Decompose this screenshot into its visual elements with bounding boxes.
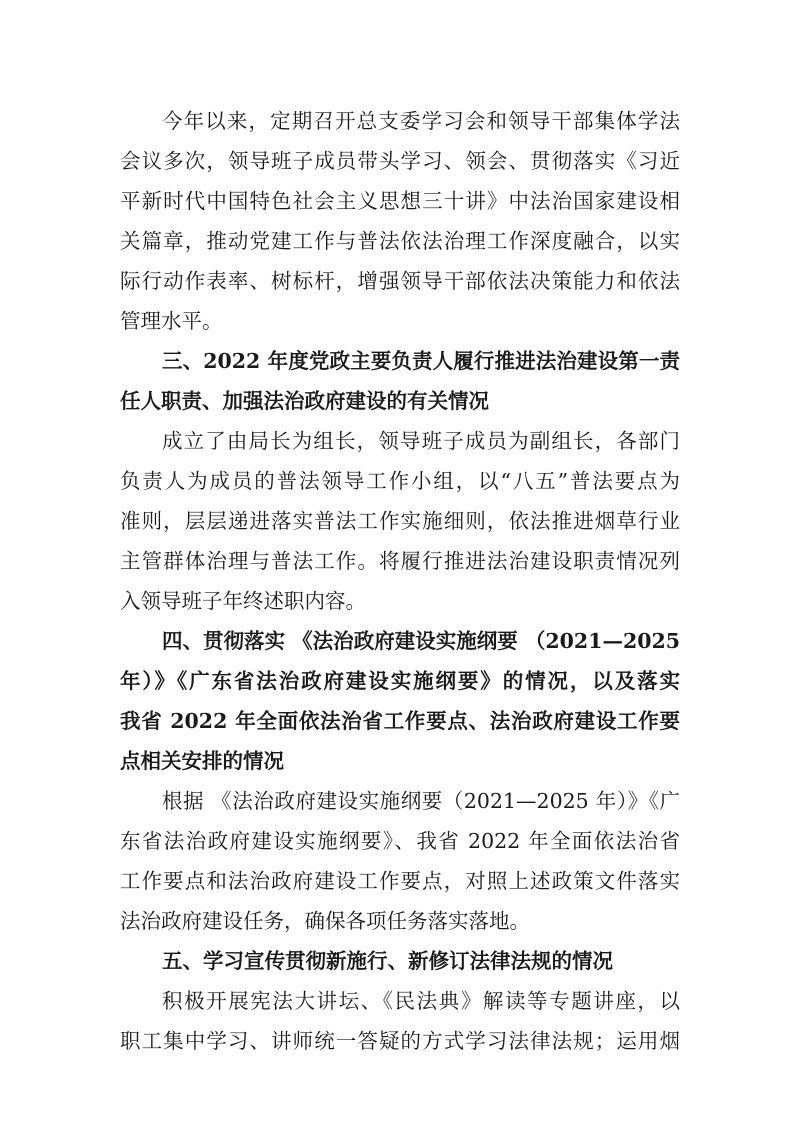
text-line: 际行动作表率、树标杆，增强领导干部依法决策能力和依法	[120, 269, 680, 293]
text-line: 工作要点和法治政府建设工作要点，对照上述政策文件落实	[120, 869, 680, 893]
section-heading-line: 三、2022 年度党政主要负责人履行推进法治建设第一责	[162, 349, 680, 373]
text-line: 今年以来，定期召开总支委学习会和领导干部集体学法	[162, 109, 680, 133]
text-line: 积极开展宪法大讲坛、《民法典》解读等专题讲座，以	[162, 989, 680, 1013]
section-heading-line: 任人职责、加强法治政府建设的有关情况	[120, 389, 489, 413]
text-line: 准则，层层递进落实普法工作实施细则，依法推进烟草行业	[120, 509, 680, 533]
text-line: 关篇章，推动党建工作与普法依法治理工作深度融合，以实	[120, 229, 680, 253]
section-heading-line: 五、学习宣传贯彻新施行、新修订法律法规的情况	[162, 949, 613, 973]
section-heading-line: 四、贯彻落实 《法治政府建设实施纲要 （2021—2025	[162, 629, 680, 653]
text-line: 入领导班子年终述职内容。	[120, 589, 366, 613]
section-heading-line: 年）》《广东省法治政府建设实施纲要》的情况，以及落实	[120, 669, 680, 693]
text-line: 负责人为成员的普法领导工作小组，以“八五”普法要点为	[120, 469, 680, 493]
text-line: 东省法治政府建设实施纲要》、我省 2022 年全面依法治省	[120, 829, 680, 853]
section-heading-line: 我省 2022 年全面依法治省工作要点、法治政府建设工作要	[120, 709, 680, 733]
section-heading-line: 点相关安排的情况	[120, 749, 284, 773]
text-line: 职工集中学习、讲师统一答疑的方式学习法律法规；运用烟	[120, 1029, 680, 1053]
text-line: 根据 《法治政府建设实施纲要（2021—2025 年）》《广	[162, 789, 680, 813]
text-line: 会议多次，领导班子成员带头学习、领会、贯彻落实《习近	[120, 149, 680, 173]
text-line: 成立了由局长为组长，领导班子成员为副组长，各部门	[162, 429, 680, 453]
text-line: 管理水平。	[120, 309, 223, 333]
text-line: 平新时代中国特色社会主义思想三十讲》中法治国家建设相	[120, 189, 680, 213]
text-line: 主管群体治理与普法工作。将履行推进法治建设职责情况列	[120, 549, 680, 573]
text-line: 法治政府建设任务，确保各项任务落实落地。	[120, 909, 530, 933]
